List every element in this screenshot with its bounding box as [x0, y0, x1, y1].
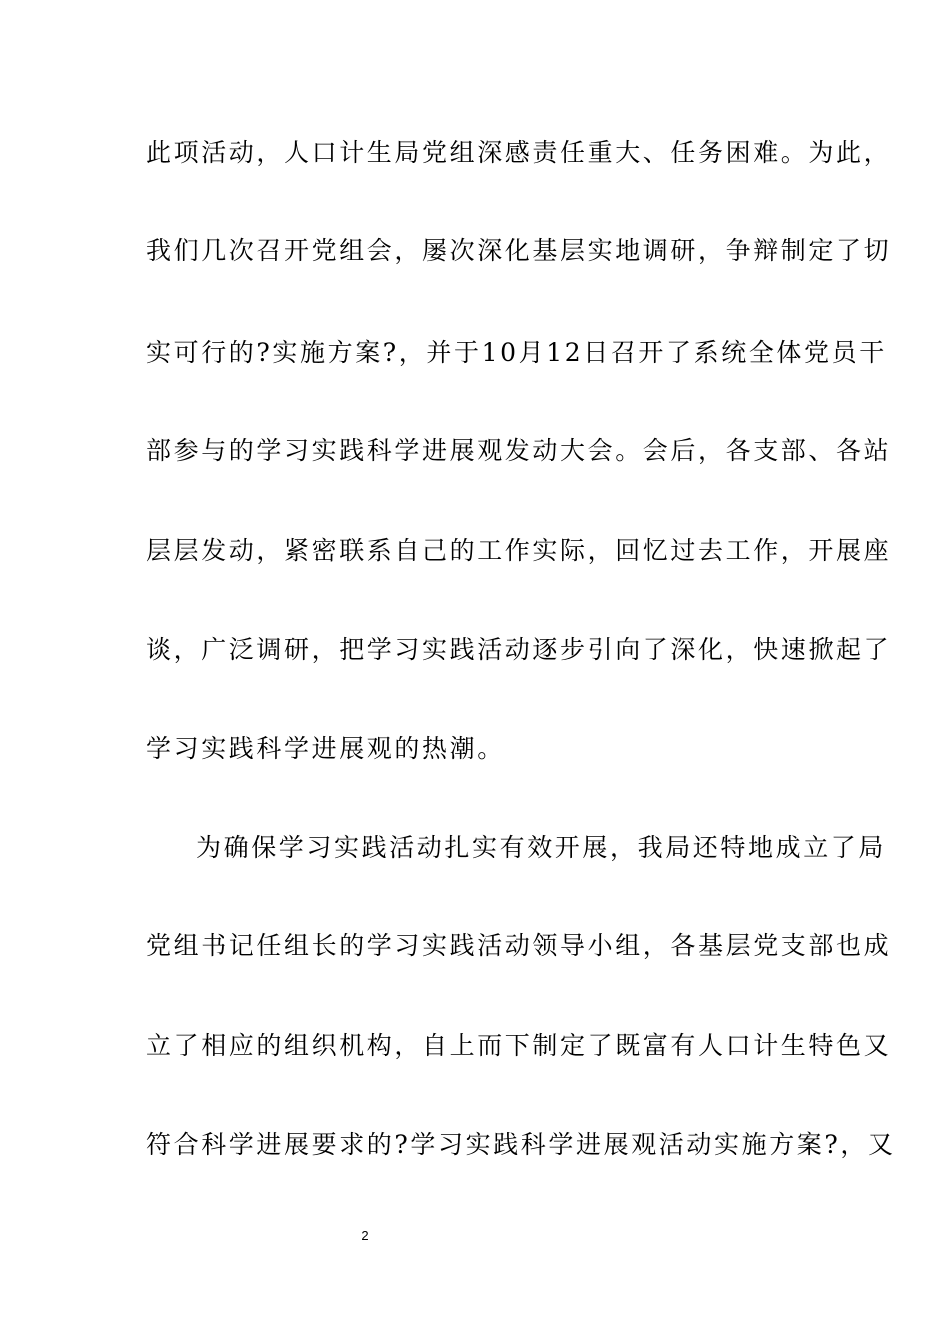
text-line: 立了相应的组织机构，自上而下制定了既富有人口计生特色又 — [146, 1031, 892, 1060]
text-line: 部参与的学习实践科学进展观发动大会。会后，各支部、各站 — [146, 436, 892, 465]
text-line: 此项活动，人口计生局党组深感责任重大、任务困难。为此， — [146, 138, 892, 167]
text-line: 学习实践科学进展观的热潮。 — [146, 734, 505, 763]
text-line: 层层发动，紧密联系自己的工作实际，回忆过去工作，开展座 — [146, 536, 892, 565]
text-line: 我们几次召开党组会，屡次深化基层实地调研，争辩制定了切 — [146, 236, 892, 265]
text-line: 谈，广泛调研，把学习实践活动逐步引向了深化，快速掀起了 — [146, 635, 892, 664]
paragraph-first-line: 为确保学习实践活动扎实有效开展，我局还特地成立了局 — [196, 833, 887, 862]
page-number: 2 — [361, 1228, 369, 1243]
text-line: 党组书记任组长的学习实践活动领导小组，各基层党支部也成 — [146, 931, 892, 960]
text-line: 实可行的?实施方案?，并于10月12日召开了系统全体党员干 — [146, 338, 887, 367]
text-line: 符合科学进展要求的?学习实践科学进展观活动实施方案?，又 — [146, 1130, 896, 1159]
